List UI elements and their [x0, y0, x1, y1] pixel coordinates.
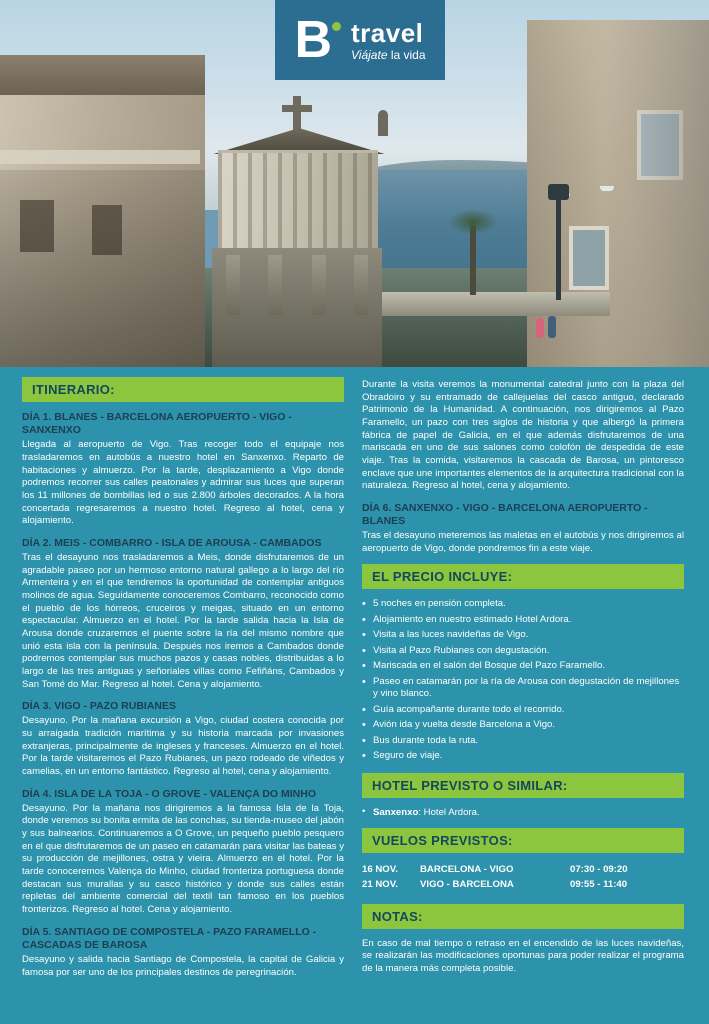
list-item: • Paseo en catamarán por la ría de Arousa con degustación de mejillones y vino blanco.	[362, 676, 684, 701]
flight-date: 21 NOV.	[362, 878, 398, 890]
hotel-line	[362, 807, 684, 818]
hotel-heading: HOTEL PREVISTO O SIMILAR:	[362, 773, 684, 798]
hotel-name: : Hotel Ardora.	[418, 806, 480, 818]
day-4-title: DÍA 4. ISLA DE LA TOJA - O GROVE - VALENÇA DO MINHO	[22, 787, 317, 800]
brochure-content	[0, 367, 709, 1024]
logo-tagline-italic: Viájate	[351, 47, 388, 62]
stone-cross	[293, 96, 301, 132]
list-item: • Seguro de viaje.	[362, 750, 684, 762]
person	[536, 318, 544, 338]
list-item: • Bus durante toda la ruta.	[362, 735, 684, 747]
day-5-text: Desayuno y salida hacia Santiago de Compostela, la capital de Galicia y famosa por ser uno de los principales destinos de peregrinación.	[22, 953, 344, 978]
boat	[600, 186, 614, 191]
list-item: • 5 noches en pensión completa.	[362, 598, 684, 610]
notes-text: En caso de mal tiempo o retraso en el encendido de las luces navideñas, se realizarán las modificaciones oportunas para poder realizar el programa de la manera más completa posible.	[362, 937, 684, 975]
day-6-title: DÍA 6. SANXENXO - VIGO - BARCELONA AEROPUERTO - BLANES	[362, 501, 648, 528]
flights-heading: VUELOS PREVISTOS:	[362, 828, 684, 853]
flight-route: VIGO - BARCELONA	[420, 878, 514, 890]
horreo-body	[218, 150, 378, 255]
notes-heading: NOTAS:	[362, 904, 684, 929]
logo-tagline-rest: la vida	[387, 47, 426, 62]
street-lamp	[556, 196, 561, 300]
left-building-roof	[0, 55, 205, 95]
table-row	[362, 877, 684, 892]
day-5-continuation-text: Durante la visita veremos la monumental catedral junto con la plaza del Obradoiro y su entramado de callejuelas del casco antiguo, declarado Patrimonio de la Humanidad. A continuación, nos dirigiremos al Pazo Faramello, un pazo con tres siglos de historia y que albergó la primera fábrica de papel de Galicia, en el que además disfrutaremos de una mariscada en uno de sus salones como colofón de despedida de este viaje. Tras la comida, visitaremos la cascada de Barosa, un pintoresco enclave que une importantes elementos de la arquitectura tradicional con la naturaleza. Regreso al hotel, cena y alojamiento.	[362, 379, 684, 492]
horreo-legs	[222, 255, 372, 315]
day-3-text: Desayuno. Por la mañana excursión a Vigo, ciudad costera conocida por su arraigada tradición marítima y su historia marcada por invasiones extranjeras, principalmente de ingleses y franceses. Almuerzo en el hotel. Por la tarde visitaremos el Pazo Rubianes, un pazo rodeado de viñedos y camelias, en un entorno fantástico. Regreso al hotel, cena y alojamiento.	[22, 715, 344, 777]
list-item: • Guía acompañante durante todo el recorrido.	[362, 704, 684, 716]
price-includes-heading: EL PRECIO INCLUYE:	[362, 564, 684, 589]
table-row	[362, 862, 684, 877]
logo-dot-icon	[332, 22, 341, 31]
logo-wordmark: travel	[351, 17, 424, 48]
person	[548, 316, 556, 338]
day-1-title: DÍA 1. BLANES - BARCELONA AEROPUERTO - VIGO - SANXENXO	[22, 411, 292, 437]
day-4-text: Desayuno. Por la mañana nos dirigiremos a la famosa Isla de la Toja, donde veremos su bonita ermita de las conchas, su tienda-museo del jabón y sus balnearios. Continuaremos a O Grove, un pequeño pueblo pesquero en el que disfrutaremos de un paseo en catamarán para visitar las bateas y su producción de mejillones, ostra y vieira. Almuerzo en el hotel. Por la tarde conoceremos Valença do Minho, ciudad fronteriza portuguesa donde destacan sus murallas y su casco histórico y donde sus calles están repletas del ambiente comercial del textil tan famoso en los pueblos fronterizos. Regreso al hotel. Cena y alojamiento.	[22, 802, 344, 915]
flight-route: BARCELONA - VIGO	[420, 863, 514, 875]
day-3-title: DÍA 3. VIGO - PAZO RUBIANES	[22, 700, 177, 713]
day-6-text: Tras el desayuno meteremos las maletas en el autobús y nos dirigiremos al aeropuerto de Vigo, donde pondremos fin a este viaje.	[362, 530, 684, 554]
hero-photo	[0, 0, 709, 367]
day-2-text: Tras el desayuno nos trasladaremos a Meis, donde disfrutaremos de un agradable paseo por un hermoso entorno natural gallego a lo largo del río Armenteira y en el que tendremos la oportunidad de contemplar antiguos molinos de agua. Seguidamente conoceremos Combarro, reconocido como el pueblo de los hórreos, cruceiros y meigas, situado en un entorno espectacular. Almuerzo en el hotel. Por la tarde salida hacia la Isla de Arousa donde cruzaremos el puente sobre la ría del mismo nombre que unió esta isla con la península. Después nos iremos a Cambados donde podremos contemplar sus muchos pazos y casas nobles, distribuidas a lo largo de las tres antiguas y señoriales villas como Fefiñáns, Cambados y San Tomé do Mar. Regreso al hotel. Cena y alojamiento.	[22, 551, 344, 690]
flight-date: 16 NOV.	[362, 863, 398, 875]
list-item: • Alojamiento en nuestro estimado Hotel Ardora.	[362, 614, 684, 626]
list-item: • Avión ida y vuelta desde Barcelona a Vigo.	[362, 719, 684, 731]
price-includes-list	[362, 598, 684, 762]
flight-time: 07:30 - 09:20	[570, 863, 628, 875]
day-2-title: DÍA 2. MEIS - COMBARRO - ISLA DE AROUSA - CAMBADOS	[22, 536, 322, 549]
left-building-railing	[0, 150, 200, 164]
sea-wall	[380, 292, 610, 316]
day-1-text: Llegada al aeropuerto de Vigo. Tras recoger todo el equipaje nos trasladaremos en autobús a nuestro hotel en Sanxenxo. Reparto de habitaciones y almuerzo. Por la tarde, desplazamiento a Vigo donde podremos recorrer sus calles peatonales y admirar sus luces que superan los 11 millones de bombillas led o sus 2.800 árboles decorados. A la hora concertada regresaremos a nuestro hotel. Regreso al hotel, cena y alojamiento.	[22, 439, 344, 527]
right-column	[362, 377, 684, 1024]
logo-letter-b: B	[294, 11, 331, 69]
tree	[470, 225, 476, 295]
roof-pinnacle	[378, 110, 388, 136]
logo-tagline	[351, 49, 426, 61]
list-item: • Mariscada en el salón del Bosque del Pazo Faramello.	[362, 660, 684, 672]
list-item: • Visita a las luces navideñas de Vigo.	[362, 629, 684, 641]
flights-table	[362, 862, 684, 892]
itinerary-heading: ITINERARIO:	[22, 377, 344, 402]
flight-time: 09:55 - 11:40	[570, 878, 628, 890]
day-5-title: DÍA 5. SANTIAGO DE COMPOSTELA - PAZO FARAMELLO - CASCADAS DE BAROSA	[22, 925, 317, 951]
left-building-shadow	[0, 170, 205, 367]
brand-logo	[275, 0, 445, 80]
hotel-city: Sanxenxo	[373, 806, 419, 818]
left-column	[22, 377, 344, 1024]
list-item: • Visita al Pazo Rubianes con degustación.	[362, 645, 684, 657]
